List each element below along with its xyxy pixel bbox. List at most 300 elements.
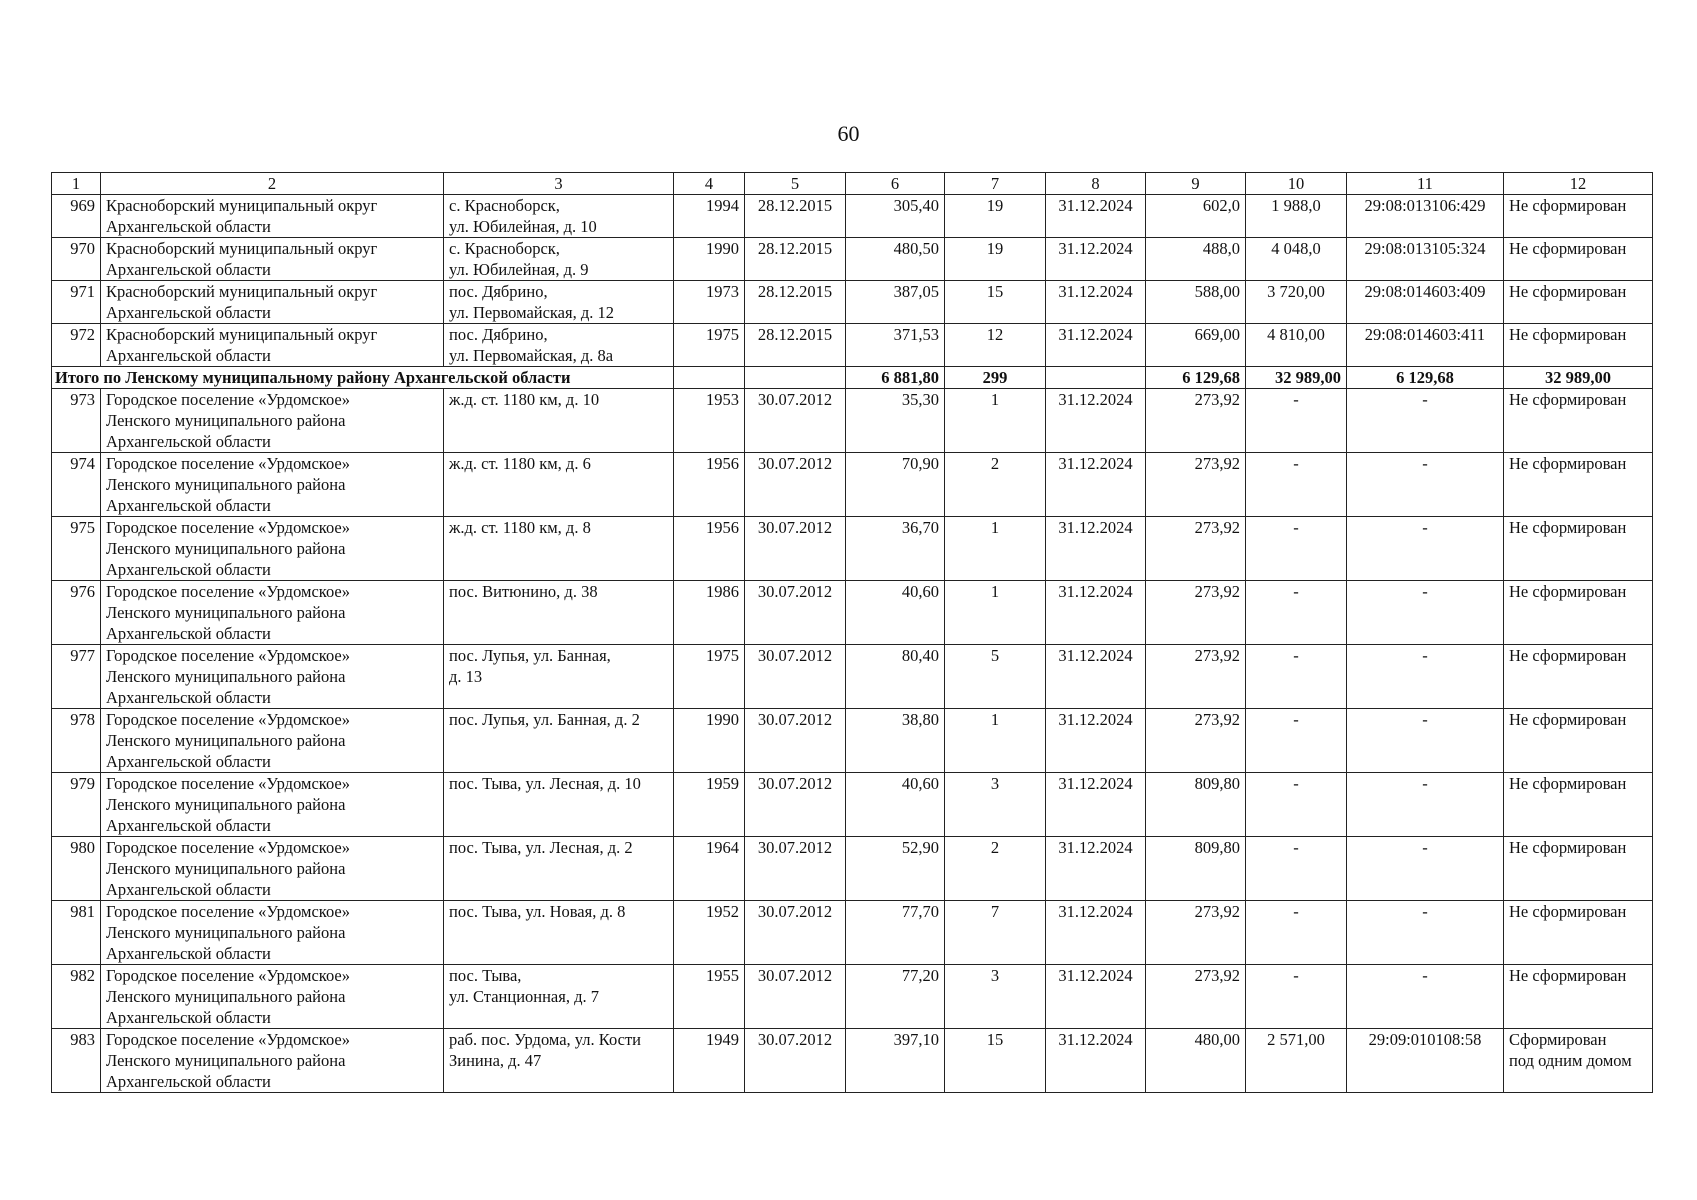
municipality-cell-line: Архангельской области: [106, 217, 271, 236]
status-cell-line: Не сформирован: [1509, 239, 1627, 258]
date-cell: 28.12.2015: [745, 281, 846, 324]
year-cell: 1953: [674, 389, 745, 453]
col9-cell: 809,80: [1146, 837, 1246, 901]
address-cell: [444, 238, 674, 281]
municipality-cell-line: Городское поселение «Урдомское»: [106, 1030, 350, 1049]
address-cell-line: пос. Лупья, ул. Банная,: [449, 646, 611, 665]
municipality-cell-line: Архангельской области: [106, 432, 271, 451]
municipality-cell-line: Ленского муниципального района: [106, 475, 346, 494]
row-number: 981: [52, 901, 101, 965]
address-cell-line: пос. Тыва,: [449, 966, 522, 985]
col9-cell: 273,92: [1146, 709, 1246, 773]
municipality-cell-line: Городское поселение «Урдомское»: [106, 582, 350, 601]
col9-cell: 273,92: [1146, 453, 1246, 517]
area-cell: 77,20: [846, 965, 945, 1029]
status-cell-line: Не сформирован: [1509, 646, 1627, 665]
date-cell: 30.07.2012: [745, 709, 846, 773]
year-cell: 1952: [674, 901, 745, 965]
column-header: 1: [52, 173, 101, 195]
municipality-cell-line: Городское поселение «Урдомское»: [106, 774, 350, 793]
column-header: 5: [745, 173, 846, 195]
col10-cell: 4 810,00: [1246, 324, 1347, 367]
col10-cell: -: [1246, 965, 1347, 1029]
row-number: 974: [52, 453, 101, 517]
year-cell: 1973: [674, 281, 745, 324]
municipality-cell-line: Архангельской области: [106, 346, 271, 365]
col10-cell: -: [1246, 773, 1347, 837]
municipality-cell-line: Красноборский муниципальный округ: [106, 325, 378, 344]
col10-cell: -: [1246, 901, 1347, 965]
area-cell: 397,10: [846, 1029, 945, 1093]
municipality-cell-line: Архангельской области: [106, 260, 271, 279]
municipality-cell-line: Ленского муниципального района: [106, 987, 346, 1006]
municipality-cell: [101, 773, 444, 837]
municipality-cell-line: Ленского муниципального района: [106, 1051, 346, 1070]
status-cell-line: Не сформирован: [1509, 196, 1627, 215]
col10-cell: -: [1246, 453, 1347, 517]
deadline-cell: 31.12.2024: [1046, 281, 1146, 324]
status-cell: [1504, 837, 1653, 901]
residents-cell: 19: [945, 195, 1046, 238]
col10-cell: -: [1246, 645, 1347, 709]
total-col12: 32 989,00: [1504, 367, 1653, 389]
cadastre-cell: 29:08:014603:409: [1347, 281, 1504, 324]
housing-registry-table: [51, 172, 1653, 1093]
date-cell: 30.07.2012: [745, 965, 846, 1029]
col9-cell: 809,80: [1146, 773, 1246, 837]
status-cell-line: Не сформирован: [1509, 518, 1627, 537]
municipality-cell-line: Архангельской области: [106, 688, 271, 707]
row-number: 976: [52, 581, 101, 645]
residents-cell: 1: [945, 709, 1046, 773]
municipality-cell-line: Городское поселение «Урдомское»: [106, 902, 350, 921]
address-cell-line: с. Красноборск,: [449, 196, 560, 215]
total-empty: [1046, 367, 1146, 389]
status-cell: [1504, 581, 1653, 645]
municipality-cell-line: Архангельской области: [106, 1072, 271, 1091]
address-cell: [444, 901, 674, 965]
deadline-cell: 31.12.2024: [1046, 837, 1146, 901]
year-cell: 1975: [674, 645, 745, 709]
year-cell: 1964: [674, 837, 745, 901]
municipality-cell-line: Красноборский муниципальный округ: [106, 282, 378, 301]
column-header: 8: [1046, 173, 1146, 195]
address-cell-line: раб. пос. Урдома, ул. Кости: [449, 1030, 641, 1049]
municipality-cell-line: Архангельской области: [106, 303, 271, 322]
address-cell-line: ж.д. ст. 1180 км, д. 6: [449, 454, 591, 473]
municipality-cell: [101, 1029, 444, 1093]
cadastre-cell: -: [1347, 965, 1504, 1029]
col10-cell: 4 048,0: [1246, 238, 1347, 281]
column-number-row: [52, 173, 1653, 195]
municipality-cell-line: Городское поселение «Урдомское»: [106, 966, 350, 985]
residents-cell: 7: [945, 901, 1046, 965]
municipality-cell: [101, 965, 444, 1029]
address-cell: [444, 773, 674, 837]
deadline-cell: 31.12.2024: [1046, 773, 1146, 837]
date-cell: 30.07.2012: [745, 901, 846, 965]
row-number: 969: [52, 195, 101, 238]
residents-cell: 1: [945, 389, 1046, 453]
status-cell: [1504, 281, 1653, 324]
residents-cell: 1: [945, 517, 1046, 581]
deadline-cell: 31.12.2024: [1046, 238, 1146, 281]
status-cell: [1504, 195, 1653, 238]
municipality-cell-line: Городское поселение «Урдомское»: [106, 710, 350, 729]
municipality-cell-line: Ленского муниципального района: [106, 859, 346, 878]
address-cell-line: пос. Витюнино, д. 38: [449, 582, 598, 601]
municipality-cell: [101, 517, 444, 581]
date-cell: 30.07.2012: [745, 581, 846, 645]
area-cell: 387,05: [846, 281, 945, 324]
table-row: [52, 389, 1653, 453]
municipality-cell-line: Ленского муниципального района: [106, 923, 346, 942]
area-cell: 38,80: [846, 709, 945, 773]
column-header: 7: [945, 173, 1046, 195]
status-cell: [1504, 773, 1653, 837]
municipality-cell-line: Городское поселение «Урдомское»: [106, 838, 350, 857]
deadline-cell: 31.12.2024: [1046, 1029, 1146, 1093]
cadastre-cell: -: [1347, 709, 1504, 773]
col10-cell: 3 720,00: [1246, 281, 1347, 324]
table-row: [52, 901, 1653, 965]
col10-cell: -: [1246, 517, 1347, 581]
column-header: 10: [1246, 173, 1347, 195]
residents-cell: 3: [945, 773, 1046, 837]
address-cell-line: пос. Тыва, ул. Лесная, д. 10: [449, 774, 641, 793]
address-cell-line: пос. Лупья, ул. Банная, д. 2: [449, 710, 640, 729]
year-cell: 1959: [674, 773, 745, 837]
district-total-row: [52, 367, 1653, 389]
municipality-cell-line: Ленского муниципального района: [106, 667, 346, 686]
deadline-cell: 31.12.2024: [1046, 901, 1146, 965]
row-number: 980: [52, 837, 101, 901]
deadline-cell: 31.12.2024: [1046, 581, 1146, 645]
status-cell: [1504, 1029, 1653, 1093]
municipality-cell-line: Архангельской области: [106, 752, 271, 771]
residents-cell: 12: [945, 324, 1046, 367]
residents-cell: 1: [945, 581, 1046, 645]
status-cell-line: Не сформирован: [1509, 454, 1627, 473]
municipality-cell-line: Ленского муниципального района: [106, 411, 346, 430]
table-row: [52, 581, 1653, 645]
col10-cell: -: [1246, 837, 1347, 901]
total-empty: [745, 367, 846, 389]
col10-cell: 1 988,0: [1246, 195, 1347, 238]
date-cell: 30.07.2012: [745, 837, 846, 901]
area-cell: 77,70: [846, 901, 945, 965]
deadline-cell: 31.12.2024: [1046, 195, 1146, 238]
area-cell: 35,30: [846, 389, 945, 453]
row-number: 982: [52, 965, 101, 1029]
cadastre-cell: 29:09:010108:58: [1347, 1029, 1504, 1093]
col10-cell: -: [1246, 581, 1347, 645]
date-cell: 30.07.2012: [745, 517, 846, 581]
col9-cell: 273,92: [1146, 517, 1246, 581]
status-cell-line: Не сформирован: [1509, 966, 1627, 985]
municipality-cell: [101, 324, 444, 367]
address-cell-line: Зинина, д. 47: [449, 1051, 542, 1070]
status-cell: [1504, 645, 1653, 709]
column-header: 9: [1146, 173, 1246, 195]
address-cell-line: ж.д. ст. 1180 км, д. 10: [449, 390, 600, 409]
year-cell: 1956: [674, 517, 745, 581]
table-row: [52, 965, 1653, 1029]
municipality-cell-line: Красноборский муниципальный округ: [106, 196, 378, 215]
address-cell-line: пос. Тыва, ул. Лесная, д. 2: [449, 838, 633, 857]
table-row: [52, 645, 1653, 709]
column-header: 4: [674, 173, 745, 195]
col9-cell: 588,00: [1146, 281, 1246, 324]
deadline-cell: 31.12.2024: [1046, 389, 1146, 453]
status-cell: [1504, 389, 1653, 453]
row-number: 973: [52, 389, 101, 453]
cadastre-cell: 29:08:013105:324: [1347, 238, 1504, 281]
col9-cell: 273,92: [1146, 965, 1246, 1029]
municipality-cell-line: Городское поселение «Урдомское»: [106, 646, 350, 665]
table-row: [52, 238, 1653, 281]
municipality-cell: [101, 281, 444, 324]
year-cell: 1949: [674, 1029, 745, 1093]
residents-cell: 2: [945, 453, 1046, 517]
column-header: 6: [846, 173, 945, 195]
row-number: 979: [52, 773, 101, 837]
municipality-cell-line: Ленского муниципального района: [106, 603, 346, 622]
municipality-cell-line: Городское поселение «Урдомское»: [106, 454, 350, 473]
row-number: 975: [52, 517, 101, 581]
status-cell: [1504, 453, 1653, 517]
status-cell-line: Не сформирован: [1509, 282, 1627, 301]
date-cell: 30.07.2012: [745, 773, 846, 837]
area-cell: 371,53: [846, 324, 945, 367]
col9-cell: 273,92: [1146, 581, 1246, 645]
col10-cell: -: [1246, 389, 1347, 453]
cadastre-cell: -: [1347, 901, 1504, 965]
cadastre-cell: -: [1347, 581, 1504, 645]
total-label: Итого по Ленскому муниципальному району Архангельской области: [52, 367, 674, 389]
area-cell: 70,90: [846, 453, 945, 517]
municipality-cell: [101, 581, 444, 645]
address-cell: [444, 195, 674, 238]
cadastre-cell: -: [1347, 389, 1504, 453]
row-number: 978: [52, 709, 101, 773]
row-number: 970: [52, 238, 101, 281]
status-cell-line: Не сформирован: [1509, 902, 1627, 921]
deadline-cell: 31.12.2024: [1046, 709, 1146, 773]
status-cell-line: под одним домом: [1509, 1051, 1632, 1070]
residents-cell: 15: [945, 281, 1046, 324]
municipality-cell-line: Архангельской области: [106, 816, 271, 835]
row-number: 977: [52, 645, 101, 709]
residents-cell: 2: [945, 837, 1046, 901]
table-row: [52, 517, 1653, 581]
municipality-cell: [101, 195, 444, 238]
residents-cell: 5: [945, 645, 1046, 709]
col9-cell: 273,92: [1146, 389, 1246, 453]
date-cell: 28.12.2015: [745, 324, 846, 367]
status-cell-line: Не сформирован: [1509, 325, 1627, 344]
deadline-cell: 31.12.2024: [1046, 324, 1146, 367]
deadline-cell: 31.12.2024: [1046, 453, 1146, 517]
area-cell: 40,60: [846, 773, 945, 837]
area-cell: 36,70: [846, 517, 945, 581]
municipality-cell: [101, 645, 444, 709]
table-row: [52, 453, 1653, 517]
col9-cell: 480,00: [1146, 1029, 1246, 1093]
year-cell: 1975: [674, 324, 745, 367]
cadastre-cell: -: [1347, 517, 1504, 581]
date-cell: 28.12.2015: [745, 238, 846, 281]
year-cell: 1955: [674, 965, 745, 1029]
total-col10: 32 989,00: [1246, 367, 1347, 389]
column-header: 11: [1347, 173, 1504, 195]
status-cell-line: Не сформирован: [1509, 710, 1627, 729]
municipality-cell: [101, 901, 444, 965]
deadline-cell: 31.12.2024: [1046, 965, 1146, 1029]
total-area: 6 881,80: [846, 367, 945, 389]
date-cell: 30.07.2012: [745, 1029, 846, 1093]
status-cell: [1504, 901, 1653, 965]
col10-cell: 2 571,00: [1246, 1029, 1347, 1093]
status-cell: [1504, 709, 1653, 773]
table-row: [52, 837, 1653, 901]
address-cell: [444, 965, 674, 1029]
municipality-cell: [101, 453, 444, 517]
table-row: [52, 281, 1653, 324]
residents-cell: 15: [945, 1029, 1046, 1093]
municipality-cell: [101, 389, 444, 453]
area-cell: 80,40: [846, 645, 945, 709]
deadline-cell: 31.12.2024: [1046, 645, 1146, 709]
area-cell: 480,50: [846, 238, 945, 281]
row-number: 971: [52, 281, 101, 324]
address-cell: [444, 1029, 674, 1093]
col9-cell: 488,0: [1146, 238, 1246, 281]
status-cell: [1504, 517, 1653, 581]
address-cell: [444, 517, 674, 581]
address-cell-line: д. 13: [449, 667, 483, 686]
area-cell: 40,60: [846, 581, 945, 645]
address-cell-line: пос. Тыва, ул. Новая, д. 8: [449, 902, 626, 921]
municipality-cell-line: Ленского муниципального района: [106, 731, 346, 750]
address-cell-line: ул. Станционная, д. 7: [449, 987, 599, 1006]
column-header: 3: [444, 173, 674, 195]
column-header: 2: [101, 173, 444, 195]
address-cell-line: ул. Юбилейная, д. 9: [449, 260, 589, 279]
municipality-cell-line: Архангельской области: [106, 496, 271, 515]
address-cell-line: ул. Первомайская, д. 12: [449, 303, 614, 322]
address-cell: [444, 453, 674, 517]
municipality-cell-line: Ленского муниципального района: [106, 795, 346, 814]
total-col11: 6 129,68: [1347, 367, 1504, 389]
municipality-cell-line: Архангельской области: [106, 1008, 271, 1027]
cadastre-cell: -: [1347, 837, 1504, 901]
address-cell-line: ул. Юбилейная, д. 10: [449, 217, 597, 236]
address-cell: [444, 281, 674, 324]
col9-cell: 273,92: [1146, 901, 1246, 965]
status-cell-line: Не сформирован: [1509, 774, 1627, 793]
municipality-cell-line: Ленского муниципального района: [106, 539, 346, 558]
address-cell-line: ж.д. ст. 1180 км, д. 8: [449, 518, 591, 537]
date-cell: 30.07.2012: [745, 645, 846, 709]
table-row: [52, 324, 1653, 367]
address-cell-line: с. Красноборск,: [449, 239, 560, 258]
address-cell: [444, 837, 674, 901]
address-cell: [444, 389, 674, 453]
residents-cell: 19: [945, 238, 1046, 281]
municipality-cell-line: Архангельской области: [106, 880, 271, 899]
year-cell: 1994: [674, 195, 745, 238]
status-cell: [1504, 238, 1653, 281]
deadline-cell: 31.12.2024: [1046, 517, 1146, 581]
year-cell: 1990: [674, 709, 745, 773]
status-cell-line: Не сформирован: [1509, 390, 1627, 409]
address-cell-line: ул. Первомайская, д. 8а: [449, 346, 614, 365]
area-cell: 52,90: [846, 837, 945, 901]
total-col9: 6 129,68: [1146, 367, 1246, 389]
address-cell: [444, 581, 674, 645]
cadastre-cell: -: [1347, 645, 1504, 709]
residents-cell: 3: [945, 965, 1046, 1029]
status-cell-line: Не сформирован: [1509, 582, 1627, 601]
row-number: 972: [52, 324, 101, 367]
municipality-cell-line: Архангельской области: [106, 560, 271, 579]
total-residents: 299: [945, 367, 1046, 389]
area-cell: 305,40: [846, 195, 945, 238]
status-cell-line: Сформирован: [1509, 1030, 1607, 1049]
municipality-cell: [101, 709, 444, 773]
col9-cell: 669,00: [1146, 324, 1246, 367]
year-cell: 1956: [674, 453, 745, 517]
municipality-cell: [101, 837, 444, 901]
table-row: [52, 195, 1653, 238]
status-cell-line: Не сформирован: [1509, 838, 1627, 857]
col9-cell: 602,0: [1146, 195, 1246, 238]
status-cell: [1504, 324, 1653, 367]
cadastre-cell: -: [1347, 773, 1504, 837]
cadastre-cell: 29:08:013106:429: [1347, 195, 1504, 238]
col9-cell: 273,92: [1146, 645, 1246, 709]
table-row: [52, 773, 1653, 837]
date-cell: 30.07.2012: [745, 453, 846, 517]
date-cell: 28.12.2015: [745, 195, 846, 238]
address-cell: [444, 709, 674, 773]
col10-cell: -: [1246, 709, 1347, 773]
municipality-cell-line: Красноборский муниципальный округ: [106, 239, 378, 258]
column-header: 12: [1504, 173, 1653, 195]
address-cell-line: пос. Дябрино,: [449, 282, 548, 301]
date-cell: 30.07.2012: [745, 389, 846, 453]
page-number: 60: [837, 121, 860, 146]
municipality-cell-line: Городское поселение «Урдомское»: [106, 390, 350, 409]
total-empty: [674, 367, 745, 389]
year-cell: 1990: [674, 238, 745, 281]
municipality-cell: [101, 238, 444, 281]
row-number: 983: [52, 1029, 101, 1093]
table-row: [52, 709, 1653, 773]
table-row: [52, 1029, 1653, 1093]
address-cell: [444, 324, 674, 367]
cadastre-cell: 29:08:014603:411: [1347, 324, 1504, 367]
cadastre-cell: -: [1347, 453, 1504, 517]
municipality-cell-line: Архангельской области: [106, 944, 271, 963]
municipality-cell-line: Архангельской области: [106, 624, 271, 643]
address-cell-line: пос. Дябрино,: [449, 325, 548, 344]
address-cell: [444, 645, 674, 709]
municipality-cell-line: Городское поселение «Урдомское»: [106, 518, 350, 537]
year-cell: 1986: [674, 581, 745, 645]
status-cell: [1504, 965, 1653, 1029]
